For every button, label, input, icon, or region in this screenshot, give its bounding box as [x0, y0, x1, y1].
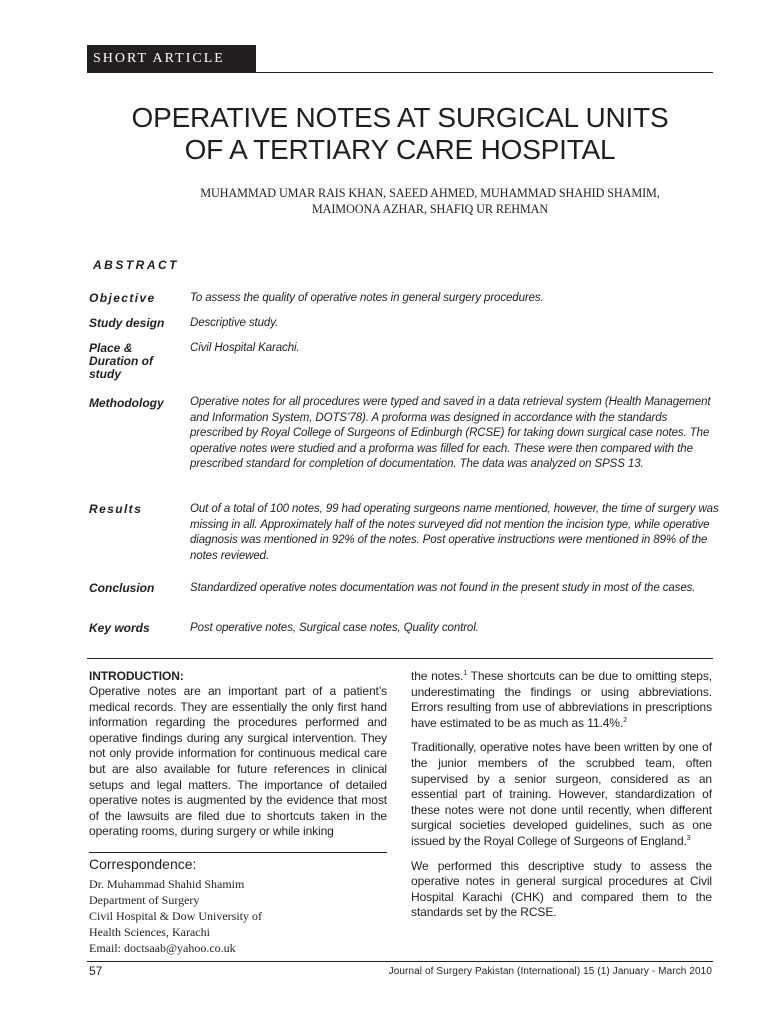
abstract-text-methodology: Operative notes for all procedures were typed and saved in a data retrieval system (Health Management and Information System, DOTS’78). A proforma was designed in accordance with the standards prescribed by Royal College of Surgeons of Edinburgh (RCSE) for taking down surgical case notes. The operative notes were studied and a proforma was filled for each. These were then compared with the prescribed standard for completion of documentation. The data was analyzed on SPSS 13.	[190, 396, 711, 470]
right-column	[411, 669, 712, 930]
title-line: OF A TERTIARY CARE HOSPITAL	[184, 134, 616, 165]
abstract-text-objective: To assess the quality of operative notes in general surgery procedures.	[190, 292, 544, 304]
abstract-label-methodology: Methodology	[89, 396, 164, 410]
abstract-heading: ABSTRACT	[93, 258, 179, 272]
introduction-paragraph: Operative notes are an important part of a patient’s medical records. They are essentially the only first hand information regarding the procedures performed and operative findings during any surgical intervention. They not only provide information for continuous medical care but are also available for future references in clinical setups and legal matters. The importance of detailed operative notes is augmented by the evidence that most of the lawsuits are filed due to shortcuts taken in the operating rooms, during surgery or while inking	[89, 684, 387, 839]
correspondence-email: Email: doctsaab@yahoo.co.uk	[89, 941, 236, 955]
section-label: SHORT ARTICLE	[87, 45, 256, 73]
abstract-text-conclusion: Standardized operative notes documentation was not found in the present study in most of the cases.	[190, 582, 696, 594]
reference-mark: 1	[463, 670, 468, 677]
abstract-label-results: Results	[89, 502, 143, 516]
abstract-label-place-duration: Place & Duration of study	[89, 341, 153, 381]
footer-divider	[87, 961, 713, 962]
author-line: MUHAMMAD UMAR RAIS KHAN, SAEED AHMED, MUHAMMAD SHAHID SHAMIM,	[200, 186, 660, 200]
journal-citation: Journal of Surgery Pakistan (International) 15 (1) January - March 2010	[388, 966, 712, 977]
correspondence-block	[89, 876, 262, 956]
abstract-label-keywords: Key words	[89, 621, 150, 635]
intro-paragraph-traditional: Traditionally, operative notes have been written by one of the junior members of the scrubbed team, often supervised by a senior surgeon, considered as an essential part of training. However, standardization of these notes were not done until recently, when different surgical societies developed guidelines, such as one issued by the Royal College of Surgeons of England.$^3$	[411, 740, 712, 848]
left-column	[89, 669, 387, 849]
introduction-heading: INTRODUCTION:	[89, 669, 184, 683]
abstract-text-keywords: Post operative notes, Surgical case notes, Quality control.	[190, 622, 479, 634]
top-divider	[87, 72, 713, 73]
intro-paragraph-study: We performed this descriptive study to assess the operative notes in general surgical procedures at Civil Hospital Karachi (CHK) and compared them to the standards set by the RCSE.	[411, 858, 712, 920]
abstract-label-conclusion: Conclusion	[89, 581, 155, 595]
correspondence-line: Health Sciences, Karachi	[89, 925, 210, 939]
article-title	[110, 102, 690, 166]
author-list	[110, 185, 750, 217]
title-line: OPERATIVE NOTES AT SURGICAL UNITS	[131, 102, 669, 133]
correspondence-line: Dr. Muhammad Shahid Shamim	[89, 877, 245, 891]
intro-paragraph-continued: the notes.$^1$ These shortcuts can be due to omitting steps, underestimating the findings or using abbreviations. Errors resulting from use of abbreviations in prescriptions have estimated to be as much as 11.4%.$^2$	[411, 669, 712, 730]
correspondence-divider	[89, 852, 387, 853]
correspondence-heading: Correspondence:	[89, 856, 197, 872]
abstract-text-study-design: Descriptive study.	[190, 317, 279, 329]
reference-mark: 3	[686, 834, 691, 842]
correspondence-line: Department of Surgery	[89, 893, 200, 907]
page-number: 57	[89, 964, 103, 978]
author-line: MAIMOONA AZHAR, SHAFIQ UR REHMAN	[311, 202, 549, 216]
abstract-label-study-design: Study design	[89, 316, 165, 330]
reference-mark: 2	[623, 716, 627, 724]
abstract-divider	[87, 658, 713, 659]
correspondence-line: Civil Hospital & Dow University of	[89, 909, 262, 923]
abstract-text-results: Out of a total of 100 notes, 99 had operating surgeons name mentioned, however, the time of surgery was missing in all. Approximately half of the notes surveyed did not mention the incision type, while operative diagnosis was mentioned in 92% of the notes. Post operative instructions were mentioned in 89% of the notes reviewed.	[190, 503, 719, 562]
abstract-label-objective: Objective	[89, 291, 156, 305]
abstract-text-place-duration: Civil Hospital Karachi.	[190, 342, 300, 354]
